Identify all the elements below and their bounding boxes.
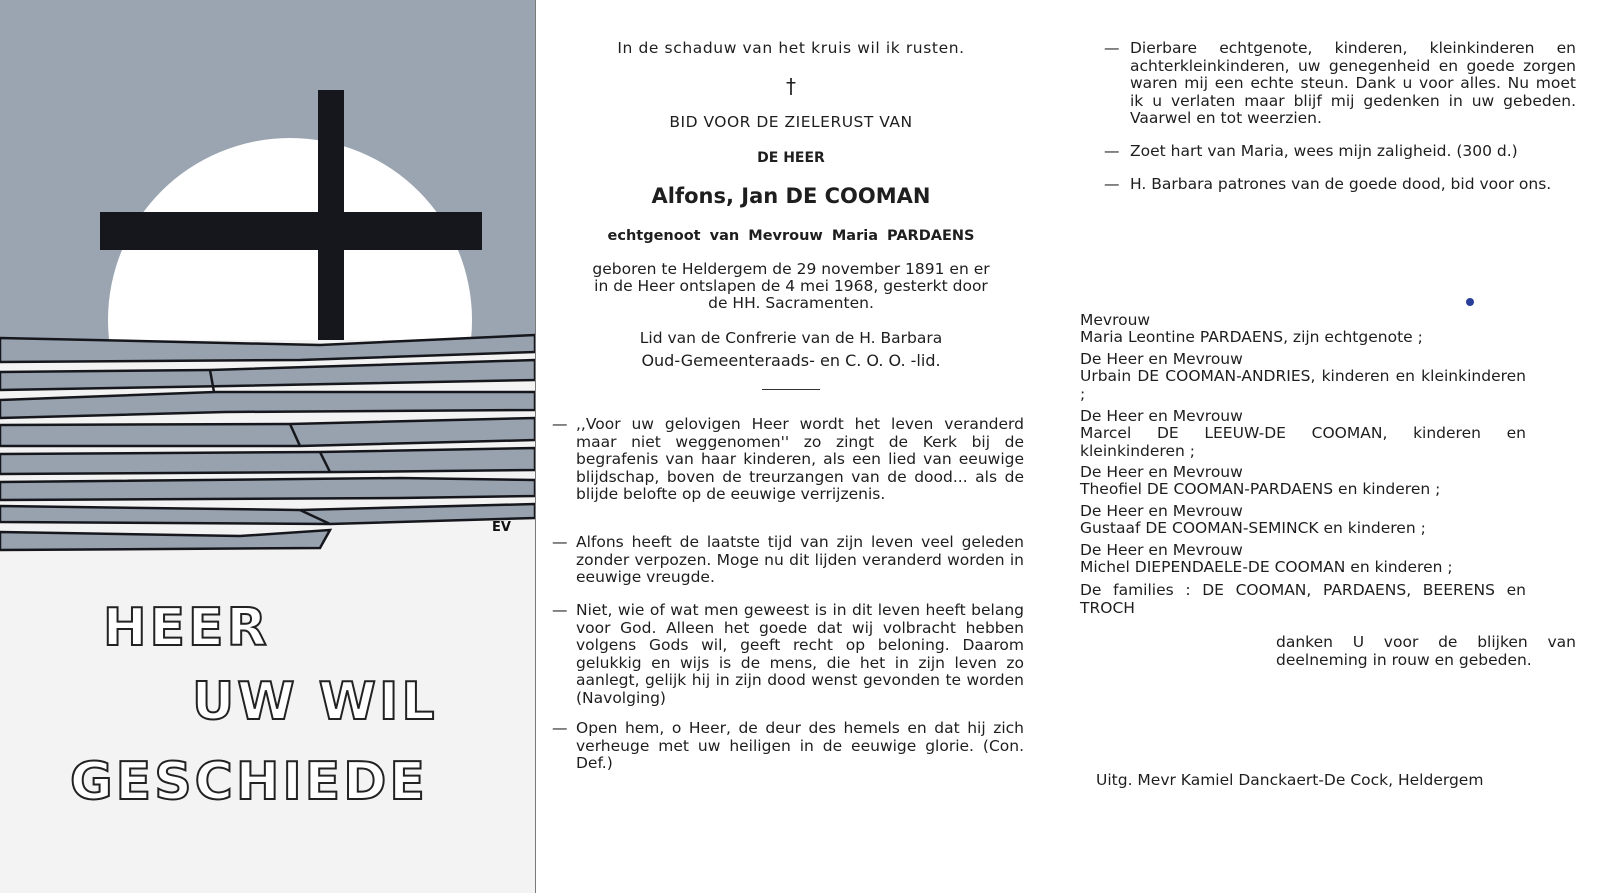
- prayer-3: H. Barbara patrones van de goede dood, bid voor ons.: [1130, 175, 1552, 193]
- dash-prayer-3: —: [1104, 175, 1120, 193]
- spouse-line: echtgenoot van Mevrouw Maria PARDAENS: [607, 228, 975, 244]
- ink-dot: [1466, 298, 1474, 306]
- prayer-1: Dierbare echtgenote, kinderen, kleinkinderen en achterkleinkinderen, uw genegenheid en goede zorgen waren mij een echte steun. Dank u voor alles. Nu moet ik u verlaten maar blijf mij gedenken in uw gebeden. Vaarwel en tot weerzien.: [1130, 39, 1576, 127]
- dash-4: —: [552, 719, 568, 737]
- paragraph-2: Alfons heeft de laatste tijd van zijn leven veel geleden zonder verpozen. Moge nu dit lijden veranderd worden in eeuwige vreugde.: [576, 533, 1024, 586]
- family-entry-1: Maria Leontine PARDAENS, zijn echtgenote ;: [1080, 328, 1423, 346]
- dash-prayer-1: —: [1104, 39, 1120, 57]
- deceased-name: Alfons, Jan DE COOMAN: [651, 184, 931, 208]
- family-title-2: De Heer en Mevrouw: [1080, 350, 1243, 368]
- family-title-3: De Heer en Mevrouw: [1080, 407, 1243, 425]
- member-line: Lid van de Confrerie van de H. Barbara: [639, 329, 943, 347]
- birth-line-3: de HH. Sacramenten.: [708, 294, 874, 312]
- family-panel: [1046, 0, 1600, 893]
- paragraph-4: Open hem, o Heer, de deur des hemels en dat hij zich verheuge met uw heiligen in de eeuwige glorie. (Con. Def.): [576, 719, 1024, 772]
- family-entry-2: Urbain DE COOMAN-ANDRIES, kinderen en kleinkinderen ;: [1080, 367, 1526, 403]
- office-line: Oud-Gemeenteraads- en C. O. O. -lid.: [641, 351, 941, 370]
- cover-word-uw-wil: UW WIL: [192, 672, 438, 732]
- birth-line-2: in de Heer ontslapen de 4 mei 1968, gesterkt door: [594, 277, 988, 295]
- thanks-line: danken U voor de blijken van deelneming in rouw en gebeden.: [1276, 633, 1576, 669]
- dash-prayer-2: —: [1104, 142, 1120, 160]
- dash-2: —: [552, 533, 568, 551]
- cross-horizontal-beam: [100, 212, 482, 250]
- title-de-heer: DE HEER: [757, 150, 825, 166]
- family-title-5: De Heer en Mevrouw: [1080, 502, 1243, 520]
- family-title-6: De Heer en Mevrouw: [1080, 541, 1243, 559]
- prayer-2: Zoet hart van Maria, wees mijn zaligheid. (300 d.): [1130, 142, 1518, 160]
- cross-illustration: [0, 0, 535, 560]
- dash-3: —: [552, 601, 568, 619]
- obituary-text-panel: [536, 0, 1046, 893]
- publisher-line: Uitg. Mevr Kamiel Danckaert-De Cock, Heldergem: [1096, 771, 1484, 789]
- cover-word-geschiede: GESCHIEDE: [70, 752, 428, 812]
- family-entry-5: Gustaaf DE COOMAN-SEMINCK en kinderen ;: [1080, 519, 1426, 537]
- paragraph-1: ,,Voor uw gelovigen Heer wordt het leven veranderd maar niet weggenomen'' zo zingt de Kerk bij de begrafenis van haar kinderen, als een lied van eeuwige blijdschap, boven de treurzangen van de dood... als de blijde belofte op de eeuwige verrijzenis.: [576, 415, 1024, 503]
- family-entry-4: Theofiel DE COOMAN-PARDAENS en kinderen ;: [1080, 480, 1441, 498]
- family-entry-6: Michel DIEPENDAELE-DE COOMAN en kinderen ;: [1080, 558, 1453, 576]
- cover-panel: [0, 0, 536, 893]
- artist-signature: EV: [492, 520, 511, 535]
- paragraph-3: Niet, wie of wat men geweest is in dit leven heeft belang voor God. Alleen het goede dat wij volbracht hebben volgens Gods wil, geeft recht op beloning. Daarom gelukkig en wijs is de mens, die het in zijn leven zo aanlegt, gelijk hij in zijn dood wenst gevonden te worden (Navolging): [576, 601, 1024, 707]
- family-title-4: De Heer en Mevrouw: [1080, 463, 1243, 481]
- family-title-1: Mevrouw: [1080, 311, 1151, 329]
- dash-1: —: [552, 415, 568, 433]
- cover-word-heer: HEER: [103, 598, 270, 658]
- families-line: De families : DE COOMAN, PARDAENS, BEERENS en TROCH: [1080, 581, 1526, 617]
- motto: In de schaduw van het kruis wil ik rusten.: [617, 39, 965, 57]
- birth-line-1: geboren te Heldergem de 29 november 1891 en er: [592, 260, 990, 278]
- pray-line: BID VOOR DE ZIELERUST VAN: [669, 113, 913, 131]
- family-entry-3: Marcel DE LEEUW-DE COOMAN, kinderen en kleinkinderen ;: [1080, 424, 1526, 460]
- divider: [762, 389, 820, 390]
- cross-symbol: †: [786, 74, 796, 98]
